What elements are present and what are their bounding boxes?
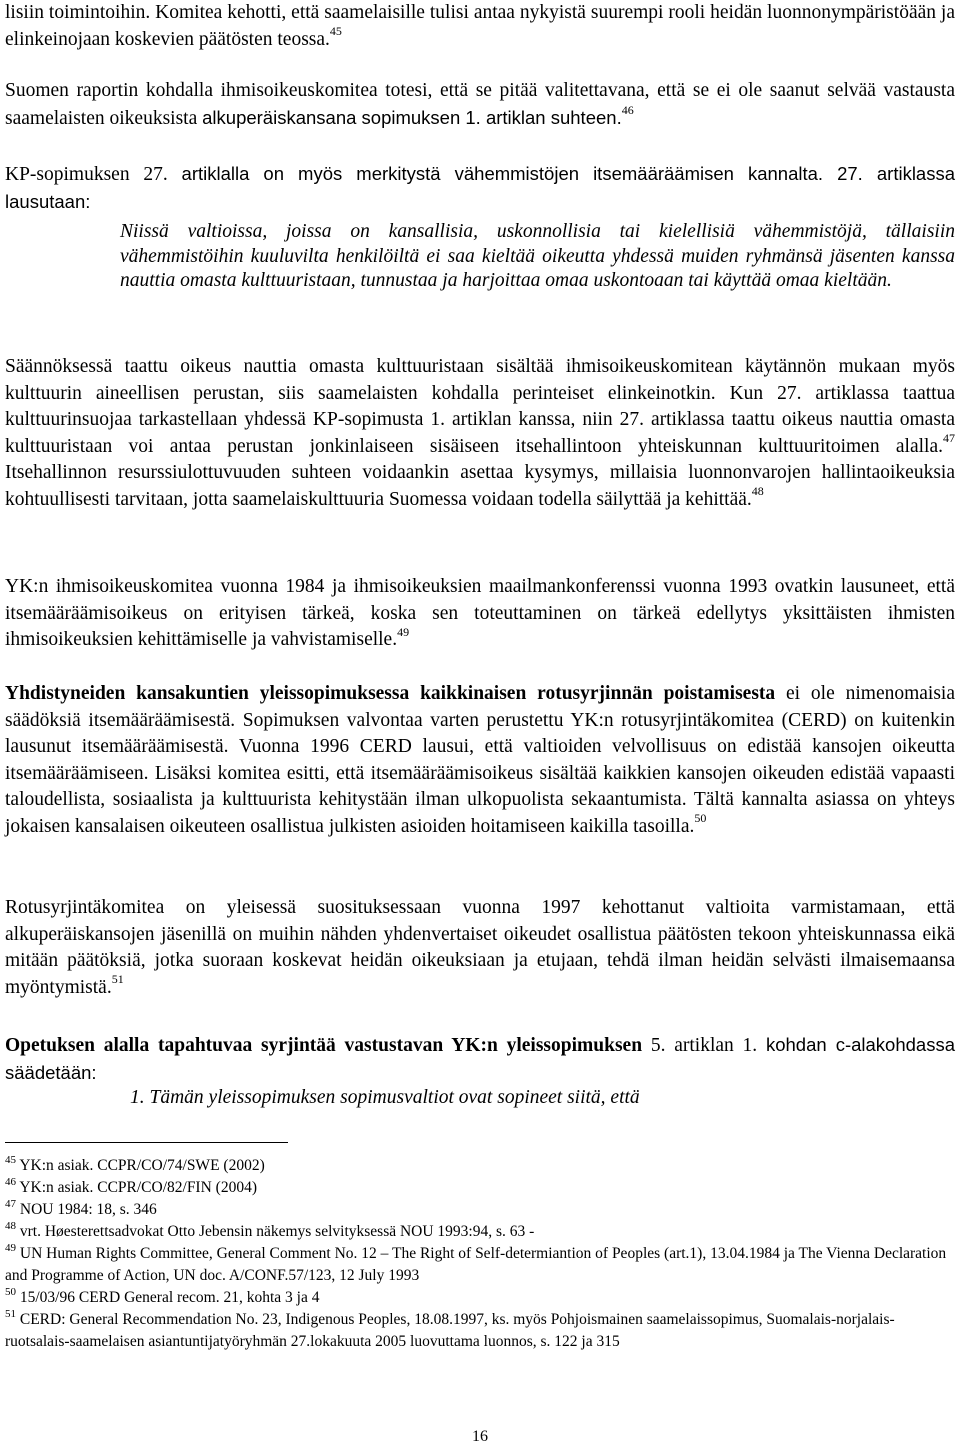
footnote-number: 51	[5, 1307, 16, 1320]
footnote-45	[5, 1155, 950, 1177]
page-number: 16	[472, 1428, 488, 1445]
paragraph-text-sans: kohdan c-alakohdassa säädetään:	[5, 1034, 955, 1083]
paragraph-committee-recommendation	[5, 0, 955, 53]
footnote-ref-47[interactable]: 47	[943, 431, 955, 445]
footnote-ref-50[interactable]: 50	[694, 811, 707, 825]
footnote-divider	[5, 1142, 288, 1143]
paragraph-text: lisiin toimintoihin. Komitea kehotti, että saamelaisille tulisi antaa nykyistä suurempi rooli heidän luonnonympäristöään ja elinkeinojaan koskevien päätösten teossa.	[5, 2, 955, 50]
footnote-number: 47	[5, 1197, 16, 1210]
convention-list-item: 1. Tämän yleissopimuksen sopimusvaltiot ovat sopineet siitä, että	[130, 1087, 640, 1108]
paragraph-education-convention	[5, 1032, 955, 1087]
convention-title-bold: Yhdistyneiden kansakuntien yleissopimuksessa kaikkinaisen rotusyrjinnän poistamisesta	[5, 683, 776, 704]
footnote-number: 46	[5, 1175, 16, 1188]
paragraph-text: Suomen raportin kohdalla ihmisoikeuskomitea totesi, että se pitää valitettavana, että se ei ole saanut selvää vastausta saamelaisten oikeuksista	[5, 80, 955, 129]
paragraph-text-sans: alkuperäiskansana sopimuksen 1. artiklan suhteen.	[202, 106, 622, 128]
footnote-ref-45[interactable]: 45	[329, 24, 342, 38]
convention-title-bold: Opetuksen alalla tapahtuvaa syrjintää vastustavan YK:n yleissopimuksen	[5, 1035, 643, 1056]
paragraph-text: Rotusyrjintäkomitea on yleisessä suosituksessaan vuonna 1997 kehottanut valtioita varmistamaan, että alkuperäiskansojen jäsenillä on muihin nähden yhdenvertaiset oikeudet osallistua päätösten tekoon yhteiskunnassa eikä mitään päätöksiä, jotka suoraan koskevat heidän oikeuksiaan ja etujaan, tehdä ilman heidän selvästi ilmaisemaansa myöntymistä.	[5, 897, 955, 998]
footnote-ref-51[interactable]: 51	[111, 972, 124, 986]
footnote-ref-49[interactable]: 49	[397, 624, 410, 639]
paragraph-text: YK:n ihmisoikeuskomitea vuonna 1984 ja ihmisoikeuksien maailmankonferenssi vuonna 1993 ovatkin lausuneet, että itsemääräämisoikeus on erityisen tärkeä, koska sen toteuttaminen on tärkeä edellytys yksittäisten ihmisten ihmisoikeuksien kehittämiselle ja vahvistamiselle.	[5, 576, 955, 650]
paragraph-self-determination	[5, 574, 955, 654]
footnote-number: 49	[5, 1241, 16, 1254]
footnote-50	[5, 1287, 950, 1309]
footnote-text: YK:n asiak. CCPR/CO/74/SWE (2002)	[19, 1157, 265, 1174]
footnote-number: 48	[5, 1219, 16, 1232]
footnote-51	[5, 1309, 950, 1353]
footnote-ref-46[interactable]: 46	[621, 103, 634, 117]
footnote-number: 45	[5, 1153, 16, 1166]
paragraph-cultural-right	[5, 354, 955, 513]
footnote-text: UN Human Rights Committee, General Comment No. 12 – The Right of Self-determiantion of Peoples (art.1), 13.04.1984 ja The Vienna Declaration and Programme of Action, UN doc. A/CONF.57/123, 12 July 1993	[5, 1245, 947, 1284]
footnote-48	[5, 1221, 950, 1243]
paragraph-kp-article-27	[5, 161, 955, 216]
paragraph-text: ei ole nimenomaisia säädöksiä itsemääräämisestä. Sopimuksen valvontaa varten perustettu YK:n rotusyrjintäkomitea (CERD) on kuitenkin lausunut itsemääräämisestä. Vuonna 1996 CERD lausui, että valtioiden velvollisuus on edistää kansojen oikeutta itsemääräämiseen. Lisäksi komitea esitti, että itsemääräämisoikeus sisältää kaikkien kansojen oikeuden edistää vapaasti taloudellista, sosiaalista ja kulttuurista kehitystään ilman ulkopuolista sekaantumista. Tältä kannalta asiassa on yhteys jokaisen kansalaisen oikeuteen osallistua julkisten asioiden hoitamiseen kaikilla tasoilla.	[5, 683, 955, 837]
footnote-49	[5, 1243, 950, 1287]
footnote-ref-48[interactable]: 48	[751, 484, 764, 498]
paragraph-finland-report	[5, 78, 955, 132]
paragraph-text: 5. artiklan 1.	[642, 1035, 758, 1056]
paragraph-text: KP-sopimuksen 27.	[5, 164, 168, 185]
paragraph-text: Itsehallinnon resurssiulottuvuuden suhteen voidaankin asettaa kysymys, millaisia luonnonvarojen hallintaoikeuksia kohtuullisesti tarvitaan, jotta saamelaiskulttuuria Suomessa voidaan todella säilyttää ja kehittää.	[5, 462, 955, 510]
footnote-46	[5, 1177, 950, 1199]
footnote-text: NOU 1984: 18, s. 346	[19, 1201, 157, 1218]
footnote-text: vrt. Høesterettsadvokat Otto Jebensin näkemys selvityksessä NOU 1993:94, s. 63 -	[19, 1223, 535, 1240]
paragraph-text-sans: artiklalla on myös merkitystä vähemmistöjen itsemääräämisen kannalta. 27. artiklassa lausutaan:	[5, 163, 956, 212]
article-27-quote: Niissä valtioissa, joissa on kansallisia, uskonnollisia tai kielellisiä vähemmistöjä, tällaisiin vähemmistöihin kuuluvilta henkilöiltä ei saa kieltää oikeutta yhdessä muiden ryhmänsä jäsenten kanssa nauttia omasta kulttuuristaan, tunnustaa ja harjoittaa omaa uskontoaan tai käyttää omaa kieltään.	[120, 221, 955, 291]
paragraph-cerd-recommendation	[5, 895, 955, 1001]
footnote-text: 15/03/96 CERD General recom. 21, kohta 3 ja 4	[19, 1289, 320, 1306]
footnote-number: 50	[5, 1285, 16, 1298]
footnote-text: CERD: General Recommendation No. 23, Indigenous Peoples, 18.08.1997, ks. myös Pohjoismainen saamelaissopimus, Suomalais-norjalais-ruotsalais-saamelaisen asiantuntijatyöryhmän 27.lokakuuta 2005 luovuttama luonnos, s. 122 ja 315	[5, 1311, 895, 1350]
footnote-47	[5, 1199, 950, 1221]
paragraph-cerd-convention	[5, 681, 955, 840]
footnote-text: YK:n asiak. CCPR/CO/82/FIN (2004)	[19, 1179, 257, 1196]
paragraph-text: Säännöksessä taattu oikeus nauttia omasta kulttuuristaan sisältää ihmisoikeuskomitean käytännön mukaan myös kulttuurin aineellisen perustan, siis saamelaisten kohdalla perinteiset elinkeinotkin. Kun 27. artiklassa taattua kulttuurinsuojaa tarkastellaan yhdessä KP-sopimusta 1. artiklan kanssa, niin 27. artiklassa taattu oikeus nauttia omasta kulttuuristaan voi antaa perustan jonkinlaiseen sisäiseen itsehallintoon yhteiskunnan kulttuuritoimen alalla.	[5, 356, 955, 457]
footnotes-section	[5, 1155, 950, 1353]
